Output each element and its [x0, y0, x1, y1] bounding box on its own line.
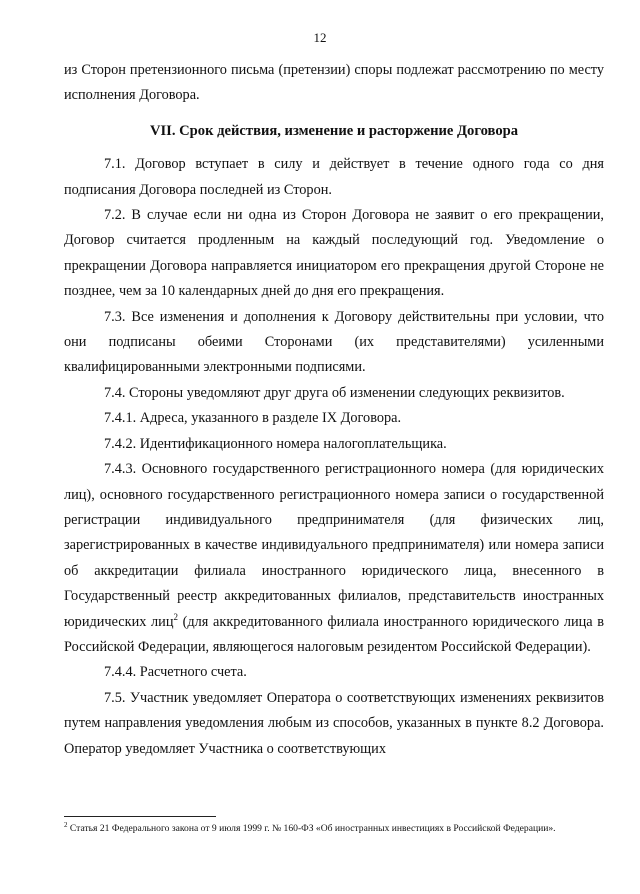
- clause-7-4-1: 7.4.1. Адреса, указанного в разделе IX Договора.: [104, 410, 402, 427]
- clause-7-2: 7.2. В случае если ни одна из Сторон Договора не заявит о его прекращении, Договор считается продленным на каждый последующий год. Уведомление о прекращении Договора направляется инициатором его прекращения другой Стороне не позднее, чем за 10 календарных дней до дня его прекращения.: [64, 207, 604, 300]
- clause-7-4-3: [64, 457, 604, 660]
- clause-7-5: 7.5. Участник уведомляет Оператора о соответствующих изменениях реквизитов путем направления уведомления любым из способов, указанных в пункте 8.2 Договора. Оператор уведомляет Участника о соответствующих: [64, 689, 604, 757]
- document-body: [64, 58, 604, 762]
- clause-7-4-4: 7.4.4. Расчетного счета.: [104, 664, 247, 681]
- clause-7-4-3-text: 7.4.3. Основного государственного регистрационного номера (для юридических лиц), основного государственного регистрационного номера записи о государственной регистрации индивидуального предпринимателя (для физических лиц, зарегистрированных в качестве индивидуального предпринимателя) или номера записи об аккредитации филиала иностранного юридического лица, внесенного в Государственный реестр аккредитованных филиалов, представительств иностранных юридических лиц: [64, 461, 604, 630]
- clause-7-1: 7.1. Договор вступает в силу и действует в течение одного года со дня подписания Договора последней из Сторон.: [64, 156, 604, 198]
- clause-7-4-2: 7.4.2. Идентификационного номера налогоплательщика.: [104, 435, 447, 452]
- footnote-mark: 2: [64, 820, 68, 829]
- clause-7-4: 7.4. Стороны уведомляют друг друга об изменении следующих реквизитов.: [104, 384, 565, 401]
- footnote-divider: [64, 816, 216, 817]
- footnote-reference[interactable]: 2: [173, 611, 178, 622]
- page-number: 12: [313, 30, 327, 45]
- footnote: [64, 820, 624, 835]
- footnote-text: Статья 21 Федерального закона от 9 июля 1999 г. № 160-ФЗ «Об иностранных инвестициях в Российской Федерации».: [67, 823, 556, 834]
- clause-7-4-3-continuation: (для аккредитованного филиала иностранного юридического лица в Российской Федерации, являющегося налоговым резидентом Российской Федерации).: [64, 613, 605, 655]
- clause-7-3: 7.3. Все изменения и дополнения к Договору действительны при условии, что они подписаны обеими Сторонами (их представителями) усиленными квалифицированными электронными подписями.: [64, 308, 604, 376]
- section-heading: VII. Срок действия, изменение и расторжение Договора: [149, 122, 519, 139]
- lead-paragraph: из Сторон претензионного письма (претензии) споры подлежат рассмотрению по месту исполнения Договора.: [64, 62, 604, 104]
